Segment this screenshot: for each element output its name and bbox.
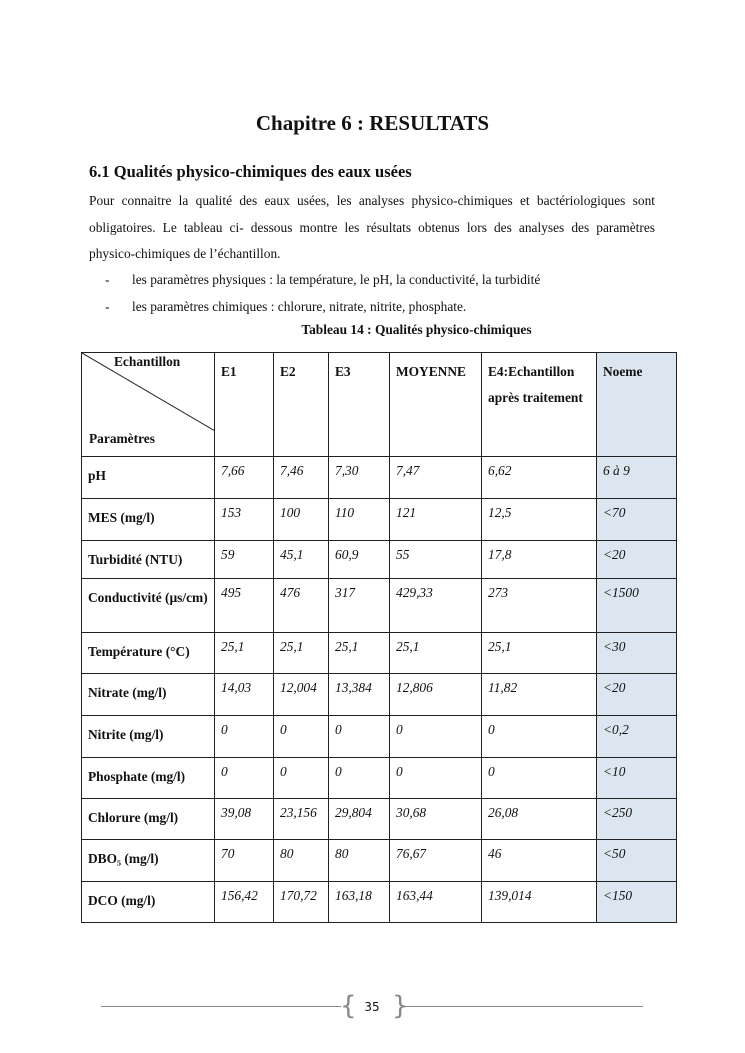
value-cell: 163,18 bbox=[329, 882, 390, 923]
value-cell: 7,46 bbox=[274, 457, 329, 499]
param-cell: Turbidité (NTU) bbox=[82, 541, 215, 579]
section-title: 6.1 Qualités physico-chimiques des eaux usées bbox=[89, 162, 412, 181]
value-cell: 14,03 bbox=[215, 674, 274, 716]
value-cell: 12,004 bbox=[274, 674, 329, 716]
intro-paragraph: Pour connaitre la qualité des eaux usées, les analyses physico-chimiques et bactériologiques sont obligatoires. Le tableau ci- dessous montre les résultats obtenus lors des analyses des paramètres physico-chimiques de l’échantillon. bbox=[89, 193, 655, 261]
norm-cell: <10 bbox=[597, 758, 677, 799]
param-cell: Nitrate (mg/l) bbox=[82, 674, 215, 716]
table-caption: Tableau 14 : Qualités physico-chimiques bbox=[301, 322, 532, 337]
value-cell: 273 bbox=[482, 579, 597, 633]
param-cell: pH bbox=[82, 457, 215, 499]
norm-cell: <250 bbox=[597, 799, 677, 840]
header-cell: E4:Echantillon après traitement bbox=[482, 353, 597, 457]
norm-cell: <30 bbox=[597, 633, 677, 674]
value-cell: 70 bbox=[215, 840, 274, 882]
value-cell: 153 bbox=[215, 499, 274, 541]
header-cell: MOYENNE bbox=[390, 353, 482, 457]
value-cell: 0 bbox=[329, 716, 390, 758]
footer-brace-left: { bbox=[340, 991, 357, 1021]
value-cell: 476 bbox=[274, 579, 329, 633]
footer-brace-right: } bbox=[392, 991, 409, 1021]
table-row bbox=[82, 499, 677, 541]
value-cell: 80 bbox=[329, 840, 390, 882]
value-cell: 46 bbox=[482, 840, 597, 882]
norm-cell: <20 bbox=[597, 541, 677, 579]
value-cell: 0 bbox=[215, 758, 274, 799]
value-cell: 7,66 bbox=[215, 457, 274, 499]
header-cell: E1 bbox=[215, 353, 274, 457]
value-cell: 7,30 bbox=[329, 457, 390, 499]
value-cell: 76,67 bbox=[390, 840, 482, 882]
param-cell: Chlorure (mg/l) bbox=[82, 799, 215, 840]
value-cell: 29,804 bbox=[329, 799, 390, 840]
value-cell: 110 bbox=[329, 499, 390, 541]
value-cell: 26,08 bbox=[482, 799, 597, 840]
value-cell: 11,82 bbox=[482, 674, 597, 716]
param-cell: Nitrite (mg/l) bbox=[82, 716, 215, 758]
table-row bbox=[82, 674, 677, 716]
table-row bbox=[82, 882, 677, 923]
value-cell: 0 bbox=[329, 758, 390, 799]
value-cell: 0 bbox=[390, 758, 482, 799]
bullet-list bbox=[89, 266, 689, 320]
value-cell: 39,08 bbox=[215, 799, 274, 840]
param-cell: Phosphate (mg/l) bbox=[82, 758, 215, 799]
value-cell: 25,1 bbox=[274, 633, 329, 674]
param-cell: Température (°C) bbox=[82, 633, 215, 674]
value-cell: 45,1 bbox=[274, 541, 329, 579]
value-cell: 25,1 bbox=[329, 633, 390, 674]
value-cell: 0 bbox=[274, 716, 329, 758]
table-row bbox=[82, 799, 677, 840]
chapter-title: Chapitre 6 : RESULTATS bbox=[255, 111, 490, 135]
value-cell: 12,5 bbox=[482, 499, 597, 541]
norm-cell: <70 bbox=[597, 499, 677, 541]
bullet-text: les paramètres physiques : la température, le pH, la conductivité, la turbidité bbox=[132, 272, 541, 287]
table-row bbox=[82, 716, 677, 758]
bullet-dash: - bbox=[105, 299, 110, 314]
table-row bbox=[82, 541, 677, 579]
value-cell: 25,1 bbox=[215, 633, 274, 674]
footer-rule-right bbox=[403, 1006, 643, 1007]
corner-cell bbox=[82, 353, 215, 457]
table-row bbox=[82, 457, 677, 499]
page-number: 35 bbox=[364, 1000, 380, 1014]
value-cell: 0 bbox=[482, 758, 597, 799]
norm-cell: <1500 bbox=[597, 579, 677, 633]
value-cell: 0 bbox=[390, 716, 482, 758]
norm-cell: <20 bbox=[597, 674, 677, 716]
value-cell: 170,72 bbox=[274, 882, 329, 923]
norm-cell: <50 bbox=[597, 840, 677, 882]
value-cell: 12,806 bbox=[390, 674, 482, 716]
norm-cell: <150 bbox=[597, 882, 677, 923]
table-row bbox=[82, 633, 677, 674]
value-cell: 25,1 bbox=[482, 633, 597, 674]
value-cell: 0 bbox=[215, 716, 274, 758]
value-cell: 100 bbox=[274, 499, 329, 541]
norm-cell: <0,2 bbox=[597, 716, 677, 758]
param-cell: MES (mg/l) bbox=[82, 499, 215, 541]
results-table bbox=[81, 352, 677, 923]
param-cell: Conductivité (µs/cm) bbox=[82, 579, 215, 633]
value-cell: 163,44 bbox=[390, 882, 482, 923]
header-cell-norm: Noeme bbox=[597, 353, 677, 457]
value-cell: 495 bbox=[215, 579, 274, 633]
norm-cell: 6 à 9 bbox=[597, 457, 677, 499]
value-cell: 25,1 bbox=[390, 633, 482, 674]
value-cell: 80 bbox=[274, 840, 329, 882]
footer-rule-left bbox=[101, 1006, 341, 1007]
value-cell: 6,62 bbox=[482, 457, 597, 499]
corner-top-label: Echantillon bbox=[114, 354, 181, 369]
param-cell: DBO₅ (mg/l) bbox=[82, 840, 215, 882]
value-cell: 7,47 bbox=[390, 457, 482, 499]
value-cell: 60,9 bbox=[329, 541, 390, 579]
table-header-row bbox=[82, 353, 677, 457]
table-row bbox=[82, 579, 677, 633]
bullet-dash: - bbox=[105, 272, 110, 287]
bullet-text: les paramètres chimiques : chlorure, nitrate, nitrite, phosphate. bbox=[132, 299, 467, 314]
header-cell: E3 bbox=[329, 353, 390, 457]
value-cell: 30,68 bbox=[390, 799, 482, 840]
value-cell: 429,33 bbox=[390, 579, 482, 633]
header-cell: E2 bbox=[274, 353, 329, 457]
value-cell: 121 bbox=[390, 499, 482, 541]
value-cell: 13,384 bbox=[329, 674, 390, 716]
bullet-item bbox=[89, 266, 689, 293]
value-cell: 139,014 bbox=[482, 882, 597, 923]
param-cell: DCO (mg/l) bbox=[82, 882, 215, 923]
value-cell: 0 bbox=[274, 758, 329, 799]
value-cell: 156,42 bbox=[215, 882, 274, 923]
value-cell: 17,8 bbox=[482, 541, 597, 579]
bullet-item bbox=[89, 293, 689, 320]
value-cell: 317 bbox=[329, 579, 390, 633]
value-cell: 23,156 bbox=[274, 799, 329, 840]
corner-bottom-label: Paramètres bbox=[89, 431, 155, 446]
value-cell: 0 bbox=[482, 716, 597, 758]
value-cell: 55 bbox=[390, 541, 482, 579]
table-row bbox=[82, 758, 677, 799]
table-row bbox=[82, 840, 677, 882]
value-cell: 59 bbox=[215, 541, 274, 579]
